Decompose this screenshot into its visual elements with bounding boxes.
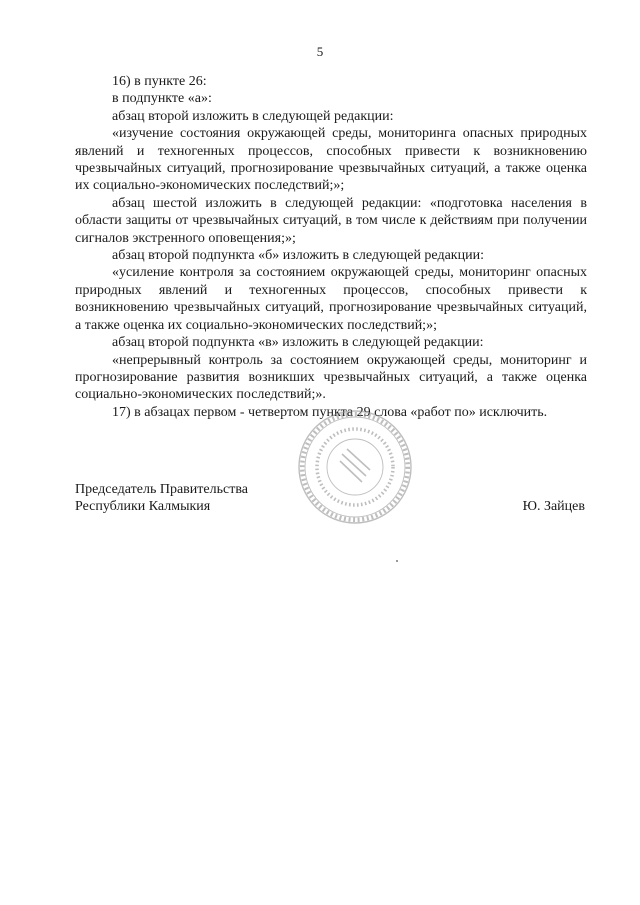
scan-artifact [396, 560, 398, 562]
paragraph-item-17: 17) в абзацах первом - четвертом пункта 29 слова «работ по» исключить. [112, 404, 548, 420]
paragraph-instruction: абзац второй изложить в следующей редакции: [112, 108, 394, 124]
paragraph-quote: «непрерывный контроль за состоянием окружающей среды, мониторинг и прогнозирование развития возникших чрезвычайных ситуаций, а также оценка социально-экономических последствий;». [75, 352, 587, 403]
signatory-name: Ю. Зайцев [522, 499, 585, 514]
paragraph-quote: «изучение состояния окружающей среды, мониторинга опасных природных явлений и техногенных процессов, способных привести к возникновению чрезвычайных ситуаций, прогнозирование чрезвычайных ситуаций, а также оценка их социально-экономических последствий;»; [75, 126, 587, 194]
signatory-position-line: Председатель Правительства [75, 482, 248, 497]
document-body [75, 73, 587, 421]
signatory-position-line: Республики Калмыкия [75, 499, 211, 515]
paragraph-instruction: абзац шестой изложить в следующей редакции: «подготовка населения в области защиты от чрезвычайных ситуаций, в том числе к действиям при получении сигналов экстренного оповещения;»; [75, 195, 587, 246]
signatory-position [75, 481, 248, 516]
paragraph-quote: «усиление контроля за состоянием окружающей среды, мониторинг опасных природных явлений и техногенных процессов, способных привести к возникновению чрезвычайных ситуаций, прогнозирование чрезвычайных ситуаций, а также оценка их социально-экономических последствий;»; [75, 265, 587, 333]
paragraph-instruction: абзац второй подпункта «в» изложить в следующей редакции: [112, 335, 484, 351]
paragraph-instruction: абзац второй подпункта «б» изложить в следующей редакции: [112, 248, 484, 264]
paragraph-subitem-a: в подпункте «а»: [112, 91, 212, 107]
page-number: 5 [316, 44, 324, 59]
paragraph-item-16: 16) в пункте 26: [112, 74, 207, 89]
official-seal [296, 408, 414, 526]
